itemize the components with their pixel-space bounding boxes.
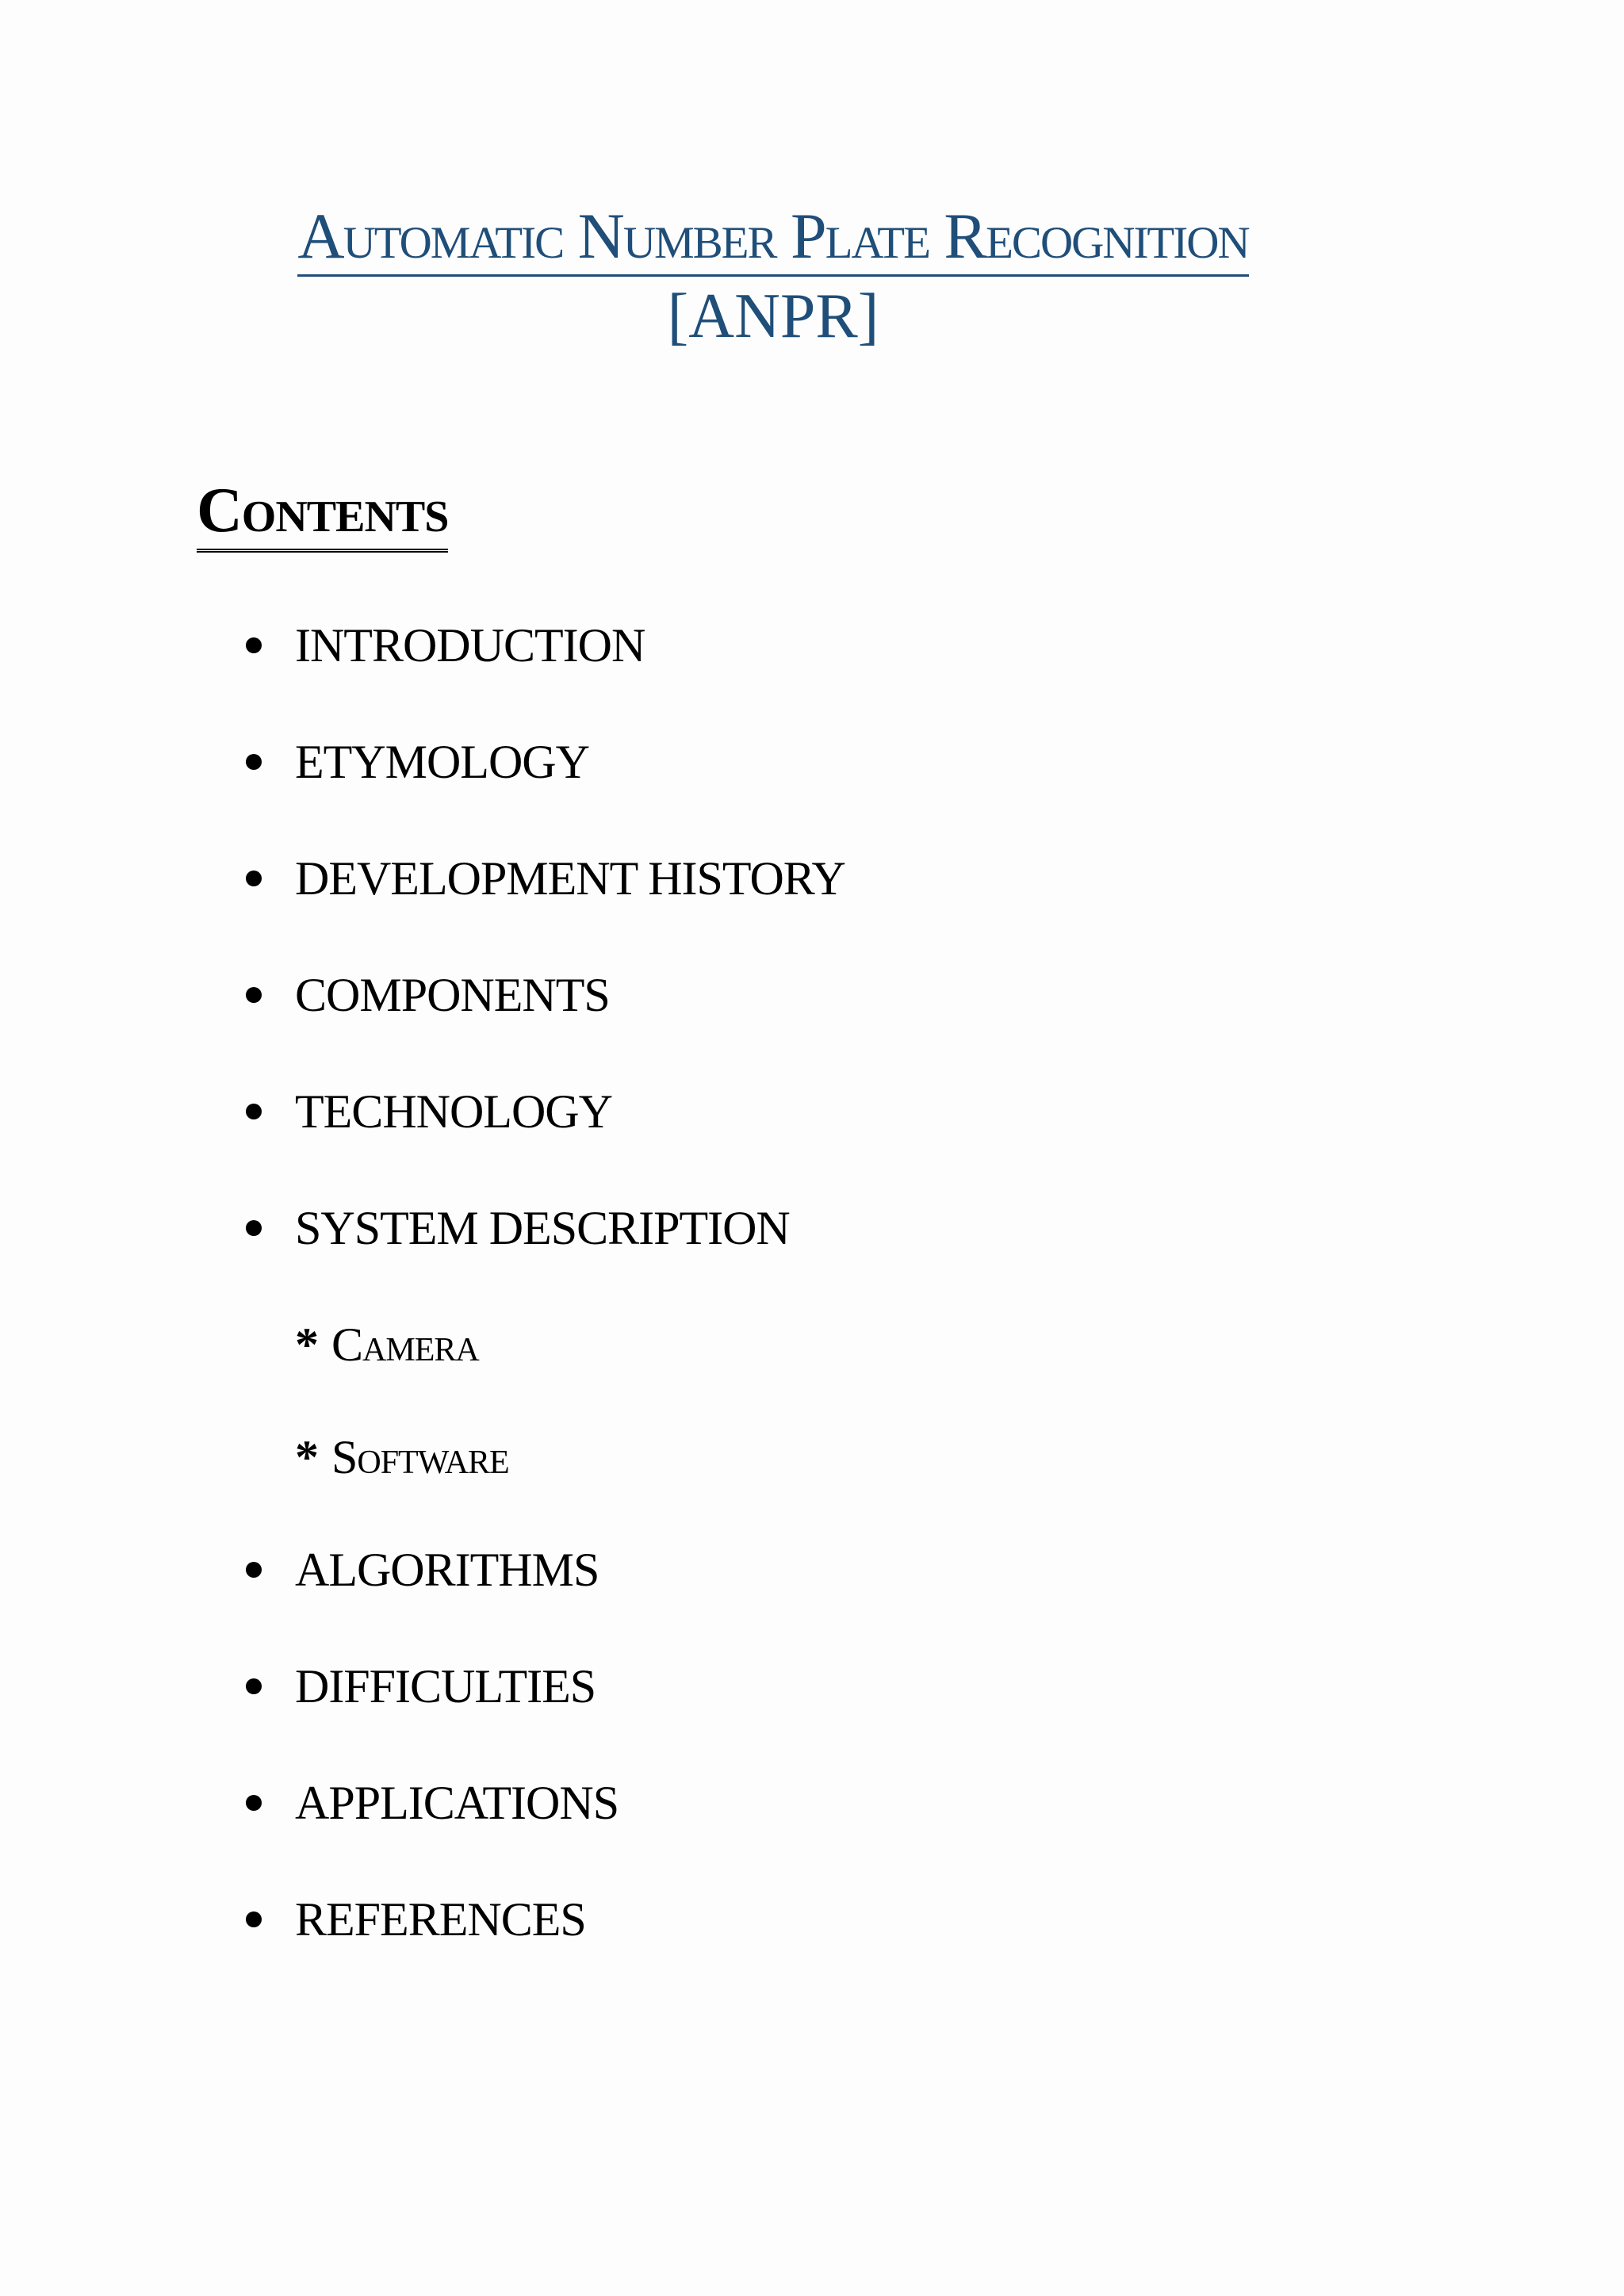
bullet-icon xyxy=(246,1562,262,1578)
toc-subitem-label: Camera xyxy=(331,1318,479,1371)
toc-item-label: APPLICATIONS xyxy=(295,1777,619,1829)
asterisk-marker: * xyxy=(295,1431,319,1483)
bullet-icon xyxy=(246,1678,262,1694)
bullet-icon xyxy=(246,1911,262,1927)
asterisk-marker: * xyxy=(295,1318,319,1371)
bullet-icon xyxy=(246,1104,262,1119)
toc-subitem-label: Software xyxy=(331,1431,509,1483)
toc-item-label: COMPONENTS xyxy=(295,969,610,1021)
bullet-icon xyxy=(246,871,262,886)
bullet-icon xyxy=(246,637,262,653)
toc-item-label: SYSTEM DESCRIPTION xyxy=(295,1202,790,1254)
title-line-main: Automatic Number Plate Recognition xyxy=(297,198,1248,277)
toc-item-label: REFERENCES xyxy=(295,1893,586,1946)
bullet-icon xyxy=(246,754,262,770)
bullet-icon xyxy=(246,1795,262,1811)
title-line-acronym: [ANPR] xyxy=(667,281,879,351)
toc-item-label: ALGORITHMS xyxy=(295,1544,599,1596)
bullet-icon xyxy=(246,987,262,1003)
document-title xyxy=(197,198,1350,354)
toc-item-label: DIFFICULTIES xyxy=(295,1660,596,1712)
toc-item-label: TECHNOLOGY xyxy=(295,1085,612,1138)
toc-item-label: ETYMOLOGY xyxy=(295,736,589,788)
toc-item-label: INTRODUCTION xyxy=(295,619,645,672)
toc-item-label: DEVELOPMENT HISTORY xyxy=(295,852,845,905)
contents-heading: Contents xyxy=(197,473,448,553)
bullet-icon xyxy=(246,1220,262,1236)
